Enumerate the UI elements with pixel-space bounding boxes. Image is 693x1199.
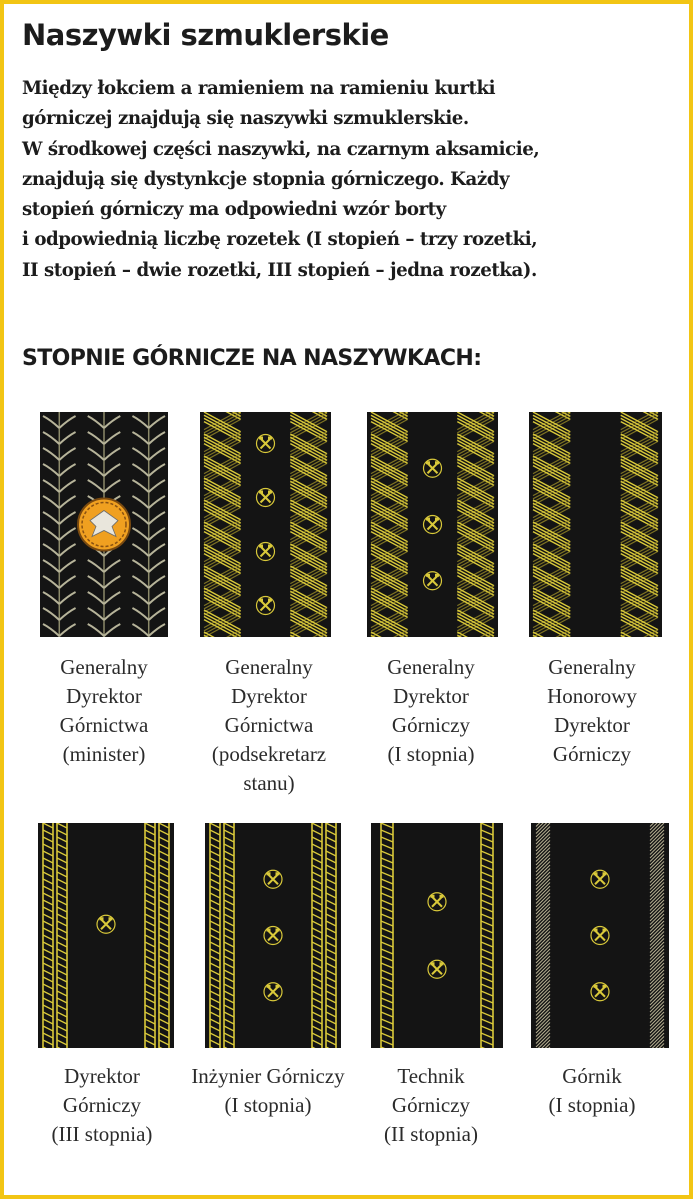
- caption-line: Górniczy: [62, 1093, 142, 1117]
- caption-line: (podsekretarz: [211, 742, 327, 766]
- caption-line: Generalny: [387, 655, 475, 679]
- patch-dyrektor-gorniczy: [38, 823, 174, 1048]
- caption-rank-8: [506, 1062, 678, 1120]
- lead-line: stopień górniczy ma odpowiedni wzór borty: [22, 199, 446, 221]
- caption-rank-5: [16, 1062, 188, 1149]
- patch-generalny-dyrektor-gornictwa-podsekretarz: [200, 412, 331, 637]
- patch-svg: [529, 412, 662, 637]
- caption-line: Dyrektor: [554, 713, 630, 737]
- caption-line: Górniczy: [552, 742, 632, 766]
- patch-generalny-honorowy-dyrektor: [529, 412, 662, 637]
- caption-line: Górnictwa: [59, 713, 149, 737]
- patch-generalny-dyrektor-gornictwa-minister: [40, 412, 168, 637]
- patch-svg: [38, 823, 174, 1048]
- lead-line: W środkowej części naszywki, na czarnym aksamicie,: [22, 138, 540, 160]
- caption-line: Generalny: [225, 655, 313, 679]
- lead-line: i odpowiednią liczbę rozetek (I stopień – trzy rozetki,: [22, 229, 538, 251]
- lead-line: II stopień – dwie rozetki, III stopień – jedna rozetka).: [22, 259, 537, 281]
- caption-rank-1: [18, 653, 190, 769]
- patch-generalny-dyrektor-gorniczy: [367, 412, 498, 637]
- patch-inzynier-gorniczy: [205, 823, 341, 1048]
- patch-svg: [367, 412, 498, 637]
- patch-gornik: [531, 823, 669, 1048]
- caption-line: (I stopnia): [224, 1093, 312, 1117]
- caption-line: Honorowy: [547, 684, 637, 708]
- caption-line: Górnik: [562, 1064, 622, 1088]
- caption-line: (minister): [62, 742, 146, 766]
- section-heading: STOPNIE GÓRNICZE NA NASZYWKACH:: [22, 346, 482, 371]
- lead-paragraph: [22, 74, 672, 286]
- caption-line: Górnictwa: [224, 713, 314, 737]
- patch-svg: [40, 412, 168, 637]
- caption-line: Generalny: [548, 655, 636, 679]
- caption-line: Dyrektor: [231, 684, 307, 708]
- lead-line: Między łokciem a ramieniem na ramieniu kurtki: [22, 78, 496, 99]
- patch-svg: [531, 823, 669, 1048]
- caption-line: Dyrektor: [66, 684, 142, 708]
- caption-line: Inżynier Górniczy: [191, 1064, 345, 1088]
- lead-line: górniczej znajdują się naszywki szmuklerskie.: [22, 108, 469, 130]
- caption-line: (I stopnia): [548, 1093, 636, 1117]
- caption-rank-3: [345, 653, 517, 769]
- caption-rank-7: [345, 1062, 517, 1149]
- caption-line: Górniczy: [391, 1093, 471, 1117]
- caption-rank-2: [183, 653, 355, 798]
- caption-line: Technik: [397, 1064, 465, 1088]
- caption-line: (III stopnia): [51, 1122, 153, 1146]
- caption-line: Dyrektor: [64, 1064, 140, 1088]
- caption-rank-4: [506, 653, 678, 769]
- lead-line: znajdują się dystynkcje stopnia górniczego. Każdy: [22, 168, 510, 190]
- patch-svg: [205, 823, 341, 1048]
- caption-line: stanu): [243, 771, 295, 795]
- caption-line: (II stopnia): [384, 1122, 478, 1146]
- patch-technik-gorniczy: [371, 823, 503, 1048]
- patch-svg: [371, 823, 503, 1048]
- caption-line: Generalny: [60, 655, 148, 679]
- patch-svg: [200, 412, 331, 637]
- caption-line: Górniczy: [391, 713, 471, 737]
- page-title: Naszywki szmuklerskie: [22, 18, 389, 52]
- caption-rank-6: [172, 1062, 364, 1120]
- caption-line: Dyrektor: [393, 684, 469, 708]
- caption-line: (I stopnia): [387, 742, 475, 766]
